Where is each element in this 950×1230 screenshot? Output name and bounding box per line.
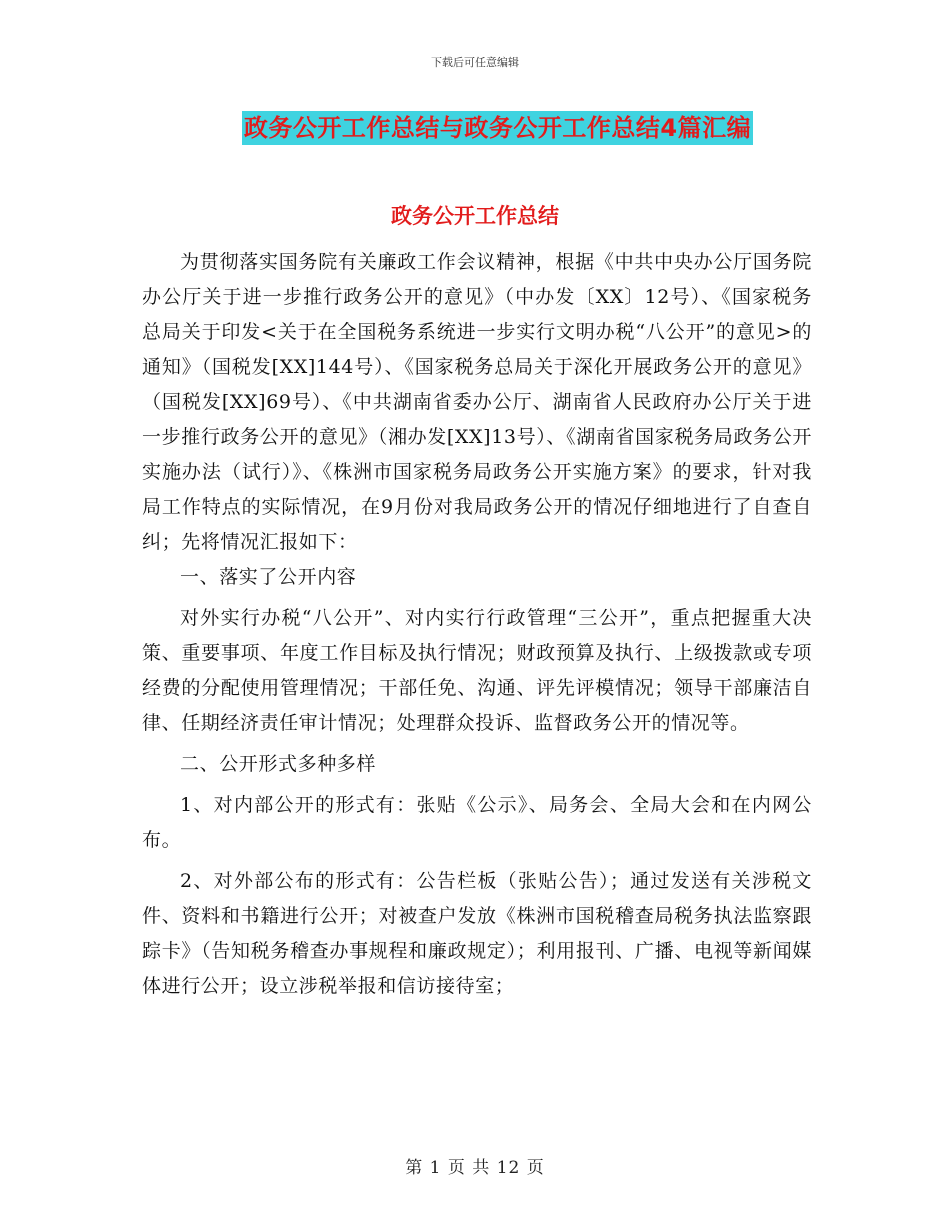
main-title: 政务公开工作总结与政务公开工作总结4篇汇编 [242, 111, 753, 145]
list-item-external: 2、对外部公布的形式有：公告栏板（张贴公告）；通过发送有关涉税文件、资料和书籍进行公开；对被查户发放《株洲市国税稽查局税务执法监察跟踪卡》（告知税务稽查办事规程和廉政规定）；利用报刊、广播、电视等新闻媒体进行公开；设立涉税举报和信访接待室； [142, 870, 812, 997]
main-title-wrapper [0, 111, 950, 145]
section-title: 政务公开工作总结 [391, 204, 559, 228]
section-paragraph-1: 对外实行办税“八公开”、对内实行行政管理“三公开”，重点把握重大决策、重要事项、年度工作目标及执行情况；财政预算及执行、上级拨款或专项经费的分配使用管理情况；干部任免、沟通、评先评模情况；领导干部廉洁自律、任期经济责任审计情况；处理群众投诉、监督政务公开的情况等。 [142, 607, 812, 734]
document-body [142, 245, 812, 1004]
header-note: 下载后可任意编辑 [431, 56, 519, 69]
list-item-internal: 1、对内部公开的形式有：张贴《公示》、局务会、全局大会和在内网公布。 [142, 794, 812, 851]
section-heading-1: 一、落实了公开内容 [180, 566, 357, 588]
intro-paragraph: 为贯彻落实国务院有关廉政工作会议精神，根据《中共中央办公厅国务院办公厅关于进一步推行政务公开的意见》（中办发〔XX〕12号）、《国家税务总局关于印发<关于在全国税务系统进一步实行文明办税“八公开”的意见>的通知》（国税发[XX]144号）、《国家税务总局关于深化开展政务公开的意见》（国税发[XX]69号）、《中共湖南省委办公厅、湖南省人民政府办公厅关于进一步推行政务公开的意见》（湘办发[XX]13号）、《湖南省国家税务局政务公开实施办法（试行）》、《株洲市国家税务局政务公开实施方案》的要求，针对我局工作特点的实际情况，在9月份对我局政务公开的情况仔细地进行了自查自纠；先将情况汇报如下： [142, 251, 812, 553]
page-footer: 第 1 页 共 12 页 [405, 1158, 545, 1178]
section-heading-2: 二、公开形式多种多样 [180, 753, 377, 775]
